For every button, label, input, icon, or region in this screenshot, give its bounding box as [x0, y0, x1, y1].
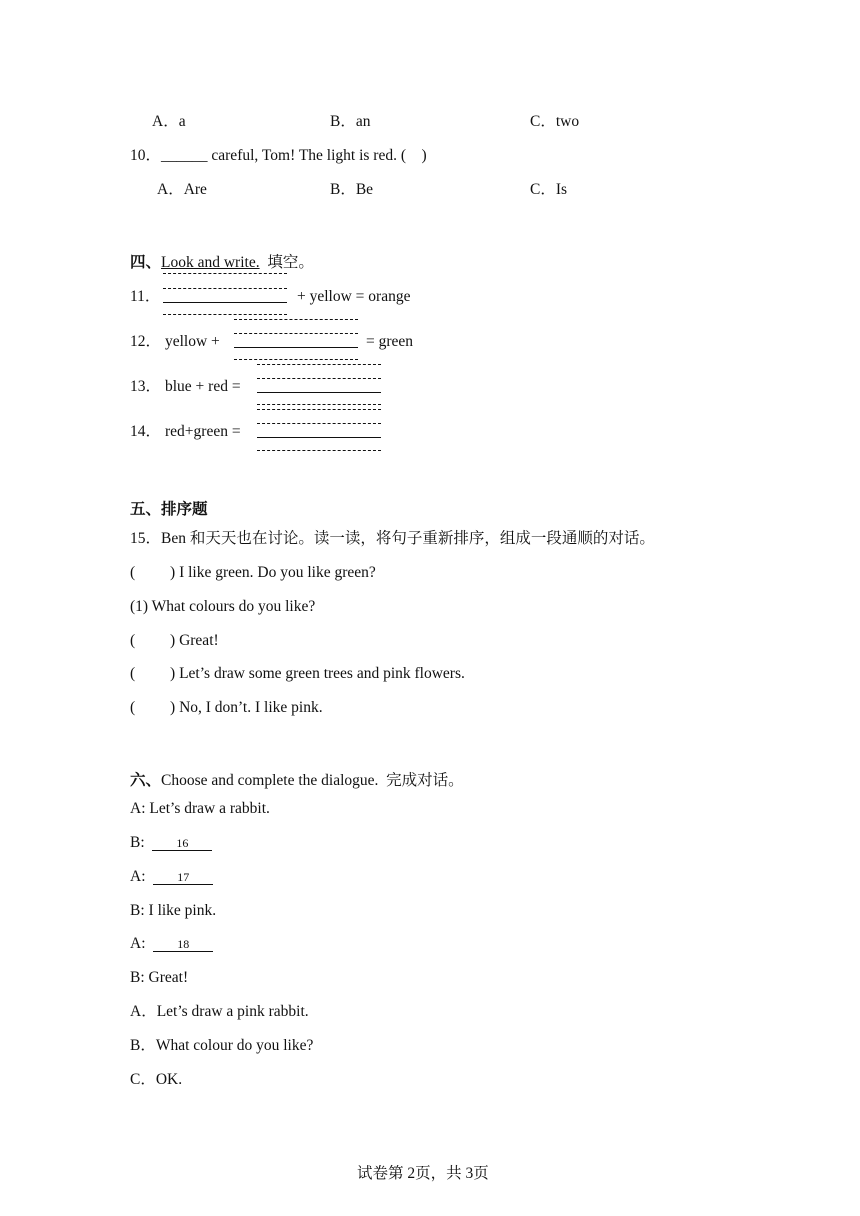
dialogue-line — [130, 869, 213, 885]
q10-stem — [130, 148, 427, 164]
section4-heading — [130, 255, 314, 271]
speaker: A: — [130, 935, 146, 952]
writing-guide-line — [163, 273, 287, 274]
item12-answer-line[interactable] — [234, 347, 358, 348]
ordering-line: (1) What colours do you like? — [130, 598, 316, 615]
dialogue-text: I like pink. — [148, 902, 217, 919]
section6-option-c: C．OK. — [130, 1071, 183, 1088]
answer-blank-18[interactable]: 18 — [153, 938, 213, 952]
speaker: B: — [130, 902, 145, 919]
section6-heading — [130, 773, 464, 789]
q10-option-a: A．Are — [157, 181, 207, 198]
page-footer: 试卷第 2页，共 3页 — [357, 1165, 489, 1182]
section6-title-en: Choose and complete the dialogue. — [161, 772, 379, 789]
writing-guide-line — [257, 378, 381, 379]
section4-title-cn: 填空。 — [267, 254, 314, 271]
section6-label: 六、 — [130, 772, 162, 789]
writing-guide-line — [257, 450, 381, 451]
writing-guide-line — [163, 288, 287, 289]
item13-number: 13． — [130, 378, 162, 395]
item11-after: + yellow = orange — [297, 288, 411, 305]
item14-answer-line[interactable] — [257, 437, 381, 438]
dialogue-text: Great! — [148, 969, 189, 986]
writing-guide-line — [234, 359, 358, 360]
item12-after: = green — [366, 333, 414, 350]
section5-instruction: 15．Ben 和天天也在讨论。读一读，将句子重新排序，组成一段通顺的对话。 — [130, 530, 655, 547]
q10-number: 10． — [130, 147, 162, 164]
item14-before: red+green = — [165, 423, 241, 440]
writing-guide-line — [163, 314, 287, 315]
dialogue-text: Let’s draw a rabbit. — [149, 800, 270, 817]
writing-guide-line — [257, 423, 381, 424]
speaker: B: — [130, 834, 145, 851]
dialogue-line — [130, 970, 188, 986]
dialogue-line — [130, 835, 212, 851]
section6-title-cn: 完成对话。 — [386, 772, 464, 789]
section6-option-b: B．What colour do you like? — [130, 1037, 314, 1054]
section4-title-en: Look and write. — [161, 254, 260, 271]
item14-number: 14． — [130, 423, 162, 440]
dialogue-line — [130, 801, 270, 817]
speaker: A: — [130, 800, 146, 817]
writing-guide-line — [257, 409, 381, 410]
q9-option-b: B．an — [330, 113, 371, 130]
q10-blank: ______ — [161, 147, 208, 164]
section5-heading: 五、排序题 — [130, 501, 208, 518]
writing-guide-line — [257, 404, 381, 405]
ordering-line[interactable]: ( ) No, I don’t. I like pink. — [130, 699, 323, 716]
q10-option-c: C．Is — [530, 181, 568, 198]
ordering-line[interactable]: ( ) Great! — [130, 632, 219, 649]
item12-number: 12． — [130, 333, 162, 350]
writing-guide-line — [257, 364, 381, 365]
answer-blank-16[interactable]: 16 — [152, 837, 212, 851]
section4-label: 四、 — [130, 254, 162, 271]
section6-option-a: A．Let’s draw a pink rabbit. — [130, 1003, 309, 1020]
ordering-line[interactable]: ( ) I like green. Do you like green? — [130, 564, 376, 581]
writing-guide-line — [234, 333, 358, 334]
q10-text: careful, Tom! The light is red. ( ) — [207, 147, 427, 164]
speaker: B: — [130, 969, 145, 986]
item11-number: 11． — [130, 288, 161, 305]
ordering-line[interactable]: ( ) Let’s draw some green trees and pink flowers. — [130, 665, 465, 682]
item13-answer-line[interactable] — [257, 392, 381, 393]
q9-option-c: C．two — [530, 113, 580, 130]
dialogue-line — [130, 936, 213, 952]
q10-option-b: B．Be — [330, 181, 374, 198]
writing-guide-line — [234, 319, 358, 320]
dialogue-line — [130, 903, 216, 919]
q9-option-a: A．a — [152, 113, 186, 130]
speaker: A: — [130, 868, 146, 885]
item11-answer-line[interactable] — [163, 302, 287, 303]
item12-before: yellow + — [165, 333, 220, 350]
answer-blank-17[interactable]: 17 — [153, 871, 213, 885]
item13-before: blue + red = — [165, 378, 241, 395]
